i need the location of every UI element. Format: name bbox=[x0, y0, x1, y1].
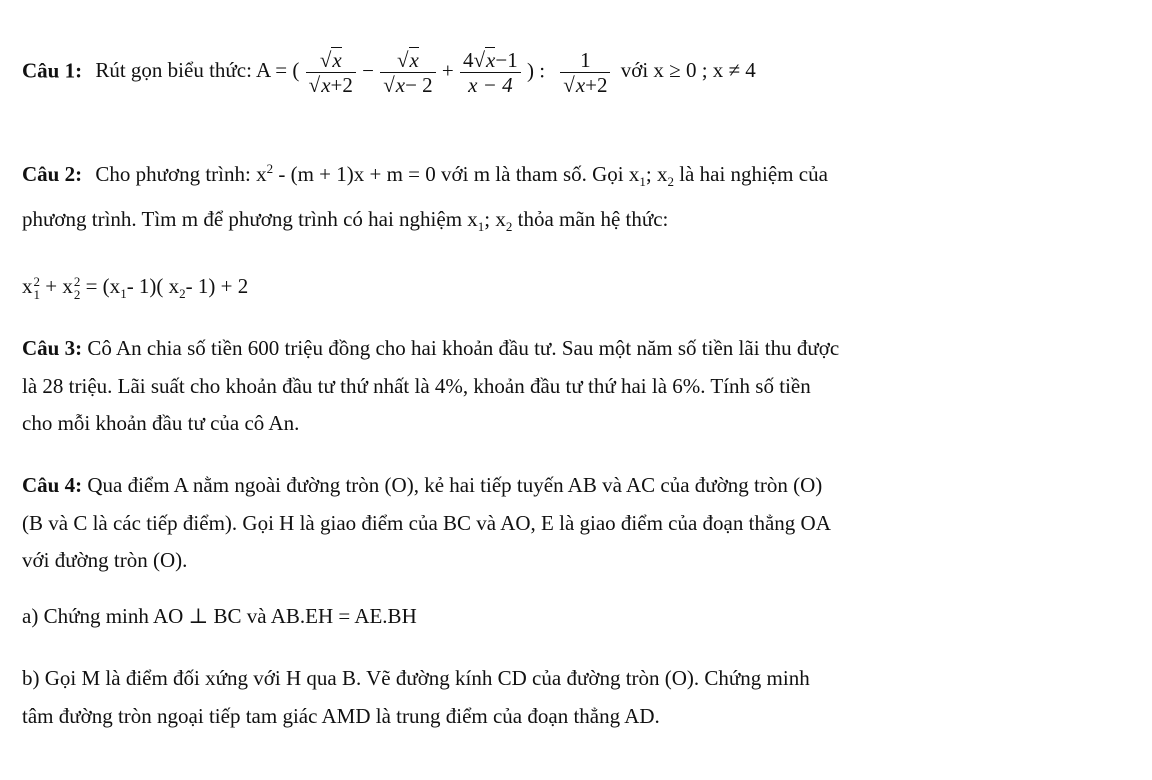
q4-b1: b) Gọi M là điểm đối xứng với H qua B. Vẽ đường kính CD của đường tròn (O). Chứng minh bbox=[22, 666, 810, 690]
q2-line1-c: ; x bbox=[645, 162, 668, 186]
q2-eq-mid2: - 1)( x bbox=[126, 274, 180, 298]
q3-line-2 bbox=[22, 372, 811, 400]
q1-fraction-4: $\frac{1}{√x+2}$ bbox=[560, 48, 610, 97]
q3-label: Câu 3: bbox=[22, 336, 83, 360]
q2-eq-sub1: 1 bbox=[120, 286, 127, 302]
q2-eq-x2-sup: 2 bbox=[73, 274, 81, 290]
q2-line2-c: thỏa mãn hệ thức: bbox=[512, 207, 669, 231]
q1-f3-num-b: x bbox=[486, 48, 496, 72]
q4-part-b-2 bbox=[22, 702, 660, 730]
q2-line-2 bbox=[22, 205, 668, 241]
q2-equation bbox=[22, 272, 248, 308]
q1-close-div: ) : bbox=[526, 58, 546, 83]
q1-intro: Rút gọn biểu thức: A = ( bbox=[95, 58, 300, 83]
q4-line-1 bbox=[22, 471, 822, 499]
q2-eq-x1-sub: 1 bbox=[33, 287, 40, 303]
q3-line-3 bbox=[22, 409, 299, 437]
q2-line1-b: - (m + 1)x + m = 0 với m là tham số. Gọi x bbox=[273, 162, 640, 186]
q3-line1: Cô An chia số tiền 600 triệu đồng cho hai khoản đầu tư. Sau một năm số tiền lãi thu được bbox=[87, 336, 840, 360]
q4-part-b-1 bbox=[22, 664, 810, 692]
q2-eq-end: - 1) + 2 bbox=[185, 274, 249, 298]
q2-label: Câu 2: bbox=[22, 162, 83, 186]
q2-eq-x1: x bbox=[22, 274, 33, 298]
q2-line2-sub1: 1 bbox=[477, 219, 485, 235]
q2-eq-plus: + x bbox=[40, 274, 73, 298]
q2-line1-a: Cho phương trình: x bbox=[95, 162, 267, 186]
q1-f2-num: x bbox=[409, 48, 419, 72]
q1-f1-den-b: +2 bbox=[330, 73, 353, 97]
q1-f1-den-a: x bbox=[321, 73, 331, 97]
q4-line1: Qua điểm A nằm ngoài đường tròn (O), kẻ hai tiếp tuyến AB và AC của đường tròn (O) bbox=[87, 473, 823, 497]
q4-part-a bbox=[22, 602, 417, 630]
q1-f3-num-c: −1 bbox=[495, 48, 518, 72]
q1-label: Câu 1: bbox=[22, 58, 83, 83]
q2-line2-a: phương trình. Tìm m để phương trình có hai nghiệm x bbox=[22, 207, 478, 231]
q1-f4-den-a: x bbox=[575, 73, 586, 97]
q1-f4-den-b: +2 bbox=[585, 73, 608, 97]
q1-minus: − bbox=[362, 58, 374, 83]
q1-fraction-3: $\frac{4√x-1}{x - 4}$ bbox=[460, 48, 521, 97]
q2-line1-sup: 2 bbox=[266, 161, 274, 176]
q4-line-3 bbox=[22, 546, 187, 574]
q1-line bbox=[22, 48, 756, 97]
q1-f3-den: x − 4 bbox=[468, 73, 513, 97]
q2-eq-x1-sup: 2 bbox=[33, 274, 40, 290]
q1-fraction-1: $\frac{√x}{√x+2}$ bbox=[306, 48, 356, 97]
q3-line-1 bbox=[22, 334, 839, 362]
q2-eq-x2-sub: 2 bbox=[73, 287, 81, 303]
q2-line1-d: là hai nghiệm của bbox=[673, 162, 828, 186]
q4-line2: (B và C là các tiếp điểm). Gọi H là giao điểm của BC và AO, E là giao điểm của đoạn thẳng OA bbox=[22, 511, 831, 535]
q1-condition: với x ≥ 0 ; x ≠ 4 bbox=[620, 58, 756, 83]
q4-line-2 bbox=[22, 509, 831, 537]
q1-f2-den-a: x bbox=[395, 73, 406, 97]
q2-line2-b: ; x bbox=[484, 207, 506, 231]
q1-fraction-2: $\frac{√x}{√x- 2}$ bbox=[380, 48, 435, 97]
q1-f1-num: x bbox=[332, 48, 342, 72]
q2-line-1 bbox=[22, 155, 828, 196]
q1-f4-num: 1 bbox=[560, 48, 610, 73]
q2-line1-sub1: 1 bbox=[639, 174, 646, 190]
q2-line1-sub2: 2 bbox=[667, 174, 674, 190]
q1-f3-num-a: 4 bbox=[463, 48, 474, 72]
q2-eq-mid: = (x bbox=[80, 274, 121, 298]
q4-b2: tâm đường tròn ngoại tiếp tam giác AMD là trung điểm của đoạn thẳng AD. bbox=[22, 704, 660, 728]
q4-a: a) Chứng minh AO ⊥ BC và AB.EH = AE.BH bbox=[22, 604, 417, 628]
q2-line2-sub2: 2 bbox=[505, 219, 513, 235]
q4-label: Câu 4: bbox=[22, 473, 83, 497]
q3-line3: cho mỗi khoản đầu tư của cô An. bbox=[22, 411, 300, 435]
q1-f2-den-b: − 2 bbox=[405, 73, 433, 97]
q3-line2: là 28 triệu. Lãi suất cho khoản đầu tư thứ nhất là 4%, khoản đầu tư thứ hai là 6%. Tính số tiền bbox=[22, 374, 811, 398]
q1-plus: + bbox=[441, 58, 454, 83]
q4-line3: với đường tròn (O). bbox=[22, 548, 188, 572]
q2-eq-sub2: 2 bbox=[179, 286, 186, 302]
